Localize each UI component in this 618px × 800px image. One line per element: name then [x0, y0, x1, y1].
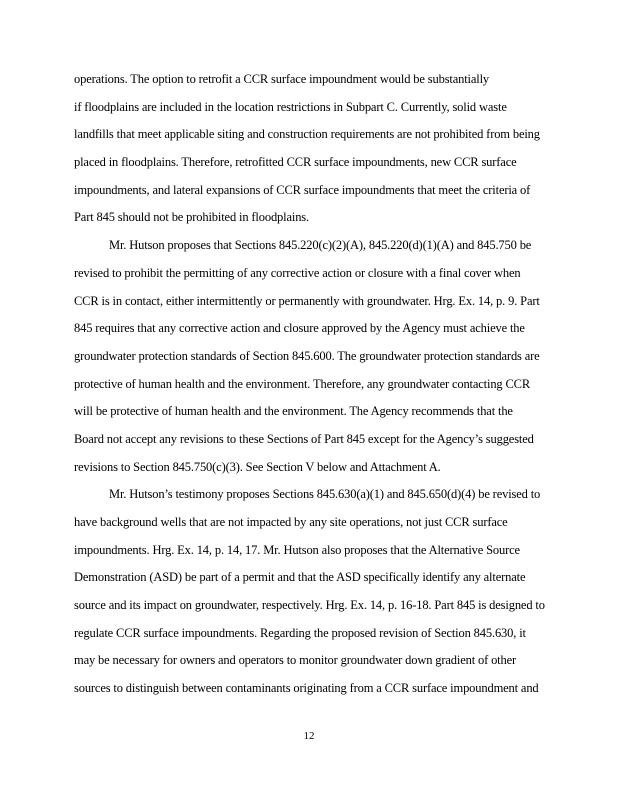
- text-line: impoundments. Hrg. Ex. 14, p. 14, 17. Mr. Hutson also proposes that the Alternative Source: [74, 542, 520, 557]
- text-line: CCR is in contact, either intermittently or permanently with groundwater. Hrg. Ex. 14, p. 9. Part: [74, 293, 540, 308]
- text-line: Part 845 should not be prohibited in floodplains.: [74, 210, 309, 225]
- text-line: will be protective of human health and the environment. The Agency recommends that the: [74, 404, 513, 419]
- text-line: placed in floodplains. Therefore, retrofitted CCR surface impoundments, new CCR surface: [74, 155, 517, 170]
- text-line: 845 requires that any corrective action and closure approved by the Agency must achieve the: [74, 321, 525, 336]
- text-line: revised to prohibit the permitting of any corrective action or closure with a final cover when: [74, 265, 521, 280]
- text-line: landfills that meet applicable siting and construction requirements are not prohibited from being: [74, 127, 540, 142]
- text-line: operations. The option to retrofit a CCR surface impoundment would be substantially: [74, 72, 490, 86]
- text-line: revisions to Section 845.750(c)(3). See Section V below and Attachment A.: [74, 459, 441, 474]
- text-line: have background wells that are not impacted by any site operations, not just CCR surface: [74, 515, 508, 529]
- text-line: Demonstration (ASD) be part of a permit and that the ASD specifically identify any alternate: [74, 570, 526, 585]
- text-line: regulate CCR surface impoundments. Regarding the proposed revision of Section 845.630, it: [74, 625, 526, 640]
- paragraph-start-line: Mr. Hutson’s testimony proposes Sections 845.630(a)(1) and 845.650(d)(4) be revised to: [109, 487, 541, 502]
- text-line: source and its impact on groundwater, respectively. Hrg. Ex. 14, p. 16-18. Part 845 is designed to: [74, 598, 545, 613]
- text-line: may be necessary for owners and operators to monitor groundwater down gradient of other: [74, 653, 517, 668]
- text-line: if floodplains are included in the location restrictions in Subpart C. Currently, solid waste: [74, 99, 507, 114]
- text-line: impoundments, and lateral expansions of CCR surface impoundments that meet the criteria of: [74, 182, 531, 197]
- body-text: [74, 66, 600, 703]
- text-line: groundwater protection standards of Section 845.600. The groundwater protection standards are: [74, 348, 540, 363]
- text-line: protective of human health and the environment. Therefore, any groundwater contacting CCR: [74, 376, 531, 391]
- text-line: sources to distinguish between contaminants originating from a CCR surface impoundment and: [74, 681, 539, 696]
- text-line: Board not accept any revisions to these Sections of Part 845 except for the Agency’s suggested: [74, 431, 534, 446]
- paragraph-start-line: Mr. Hutson proposes that Sections 845.220(c)(2)(A), 845.220(d)(1)(A) and 845.750 be: [109, 238, 532, 253]
- page-number: 12: [303, 730, 315, 742]
